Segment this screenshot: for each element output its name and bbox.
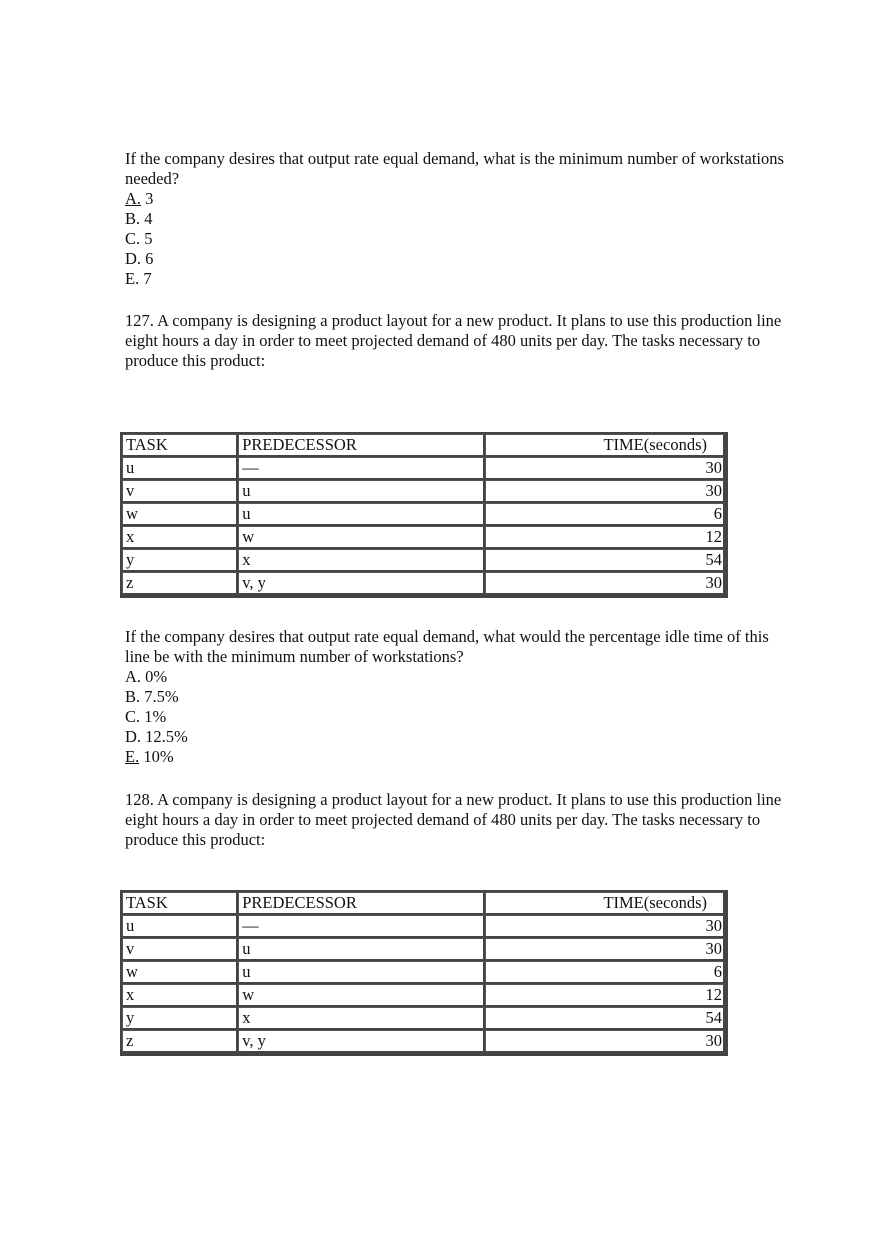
task-cell: w xyxy=(122,503,238,526)
option-letter: C. xyxy=(125,229,141,248)
option-letter: B. xyxy=(125,209,141,228)
table-row xyxy=(122,457,725,480)
predecessor-cell: x xyxy=(238,549,484,572)
predecessor-cell: u xyxy=(238,503,484,526)
column-header-time: TIME(seconds) xyxy=(485,434,725,457)
option-text: 5 xyxy=(144,229,153,248)
answer-option xyxy=(125,747,785,767)
predecessor-cell: u xyxy=(238,938,484,961)
column-header-time: TIME(seconds) xyxy=(485,892,725,915)
table-row xyxy=(122,549,725,572)
table-row xyxy=(122,480,725,503)
task-cell: z xyxy=(122,1030,238,1053)
option-text: 4 xyxy=(144,209,153,228)
predecessor-cell: u xyxy=(238,961,484,984)
table-row xyxy=(122,961,725,984)
option-letter: E. xyxy=(125,269,140,288)
time-cell: 30 xyxy=(485,572,725,595)
option-text: 7 xyxy=(143,269,152,288)
question-stem: If the company desires that output rate equal demand, what would the percentage idle time of this line be with the minimum number of workstations? xyxy=(125,627,769,666)
option-text: 12.5% xyxy=(145,727,188,746)
task-cell: w xyxy=(122,961,238,984)
column-header-predecessor: PREDECESSOR xyxy=(238,434,484,457)
predecessor-cell: u xyxy=(238,480,484,503)
option-letter: D. xyxy=(125,249,142,268)
answer-option xyxy=(125,707,785,727)
table-row xyxy=(122,1030,725,1053)
table-header-row xyxy=(122,434,725,457)
answer-option xyxy=(125,727,785,747)
column-header-task: TASK xyxy=(122,434,238,457)
answer-option xyxy=(125,249,785,269)
table-header-row xyxy=(122,892,725,915)
option-text: 1% xyxy=(144,707,167,726)
answer-option xyxy=(125,209,785,229)
option-text: 7.5% xyxy=(144,687,179,706)
option-letter: B. xyxy=(125,687,141,706)
task-cell: z xyxy=(122,572,238,595)
question-127-intro xyxy=(125,311,785,371)
question-intro: 128. A company is designing a product layout for a new product. It plans to use this production line eight hours a day in order to meet projected demand of 480 units per day. The tasks necessary to produce this product: xyxy=(125,790,782,849)
time-cell: 30 xyxy=(485,457,725,480)
time-cell: 54 xyxy=(485,549,725,572)
answer-option xyxy=(125,189,785,209)
predecessor-cell: w xyxy=(238,526,484,549)
question-127 xyxy=(125,627,785,767)
answer-options xyxy=(125,189,785,289)
predecessor-cell: w xyxy=(238,984,484,1007)
table-row xyxy=(122,915,725,938)
time-cell: 54 xyxy=(485,1007,725,1030)
option-text: 6 xyxy=(145,249,154,268)
option-letter: E. xyxy=(125,747,140,766)
time-cell: 30 xyxy=(485,480,725,503)
task-cell: y xyxy=(122,549,238,572)
task-cell: v xyxy=(122,480,238,503)
option-letter: A. xyxy=(125,667,142,686)
time-cell: 6 xyxy=(485,503,725,526)
column-header-task: TASK xyxy=(122,892,238,915)
option-letter: D. xyxy=(125,727,142,746)
table-row xyxy=(122,503,725,526)
question-126 xyxy=(125,149,785,289)
table-row xyxy=(122,526,725,549)
predecessor-cell: x xyxy=(238,1007,484,1030)
option-text: 10% xyxy=(143,747,174,766)
time-cell: 30 xyxy=(485,915,725,938)
table-row xyxy=(122,572,725,595)
answer-option xyxy=(125,229,785,249)
task-cell: u xyxy=(122,915,238,938)
task-table xyxy=(120,890,728,1056)
time-cell: 6 xyxy=(485,961,725,984)
option-letter: A. xyxy=(125,189,142,208)
task-cell: u xyxy=(122,457,238,480)
option-text: 3 xyxy=(145,189,154,208)
question-128-intro xyxy=(125,790,785,850)
time-cell: 30 xyxy=(485,938,725,961)
predecessor-cell: — xyxy=(238,915,484,938)
predecessor-cell: v, y xyxy=(238,572,484,595)
option-letter: C. xyxy=(125,707,141,726)
answer-option xyxy=(125,667,785,687)
task-cell: x xyxy=(122,984,238,1007)
task-cell: y xyxy=(122,1007,238,1030)
answer-option xyxy=(125,687,785,707)
table-row xyxy=(122,984,725,1007)
table-row xyxy=(122,938,725,961)
time-cell: 12 xyxy=(485,526,725,549)
task-cell: x xyxy=(122,526,238,549)
predecessor-cell: — xyxy=(238,457,484,480)
option-text: 0% xyxy=(145,667,168,686)
time-cell: 30 xyxy=(485,1030,725,1053)
column-header-predecessor: PREDECESSOR xyxy=(238,892,484,915)
answer-options xyxy=(125,667,785,767)
question-intro: 127. A company is designing a product layout for a new product. It plans to use this production line eight hours a day in order to meet projected demand of 480 units per day. The tasks necessary to produce this product: xyxy=(125,311,782,370)
table-row xyxy=(122,1007,725,1030)
task-cell: v xyxy=(122,938,238,961)
answer-option xyxy=(125,269,785,289)
question-stem: If the company desires that output rate equal demand, what is the minimum number of workstations needed? xyxy=(125,149,784,188)
task-table xyxy=(120,432,728,598)
predecessor-cell: v, y xyxy=(238,1030,484,1053)
time-cell: 12 xyxy=(485,984,725,1007)
